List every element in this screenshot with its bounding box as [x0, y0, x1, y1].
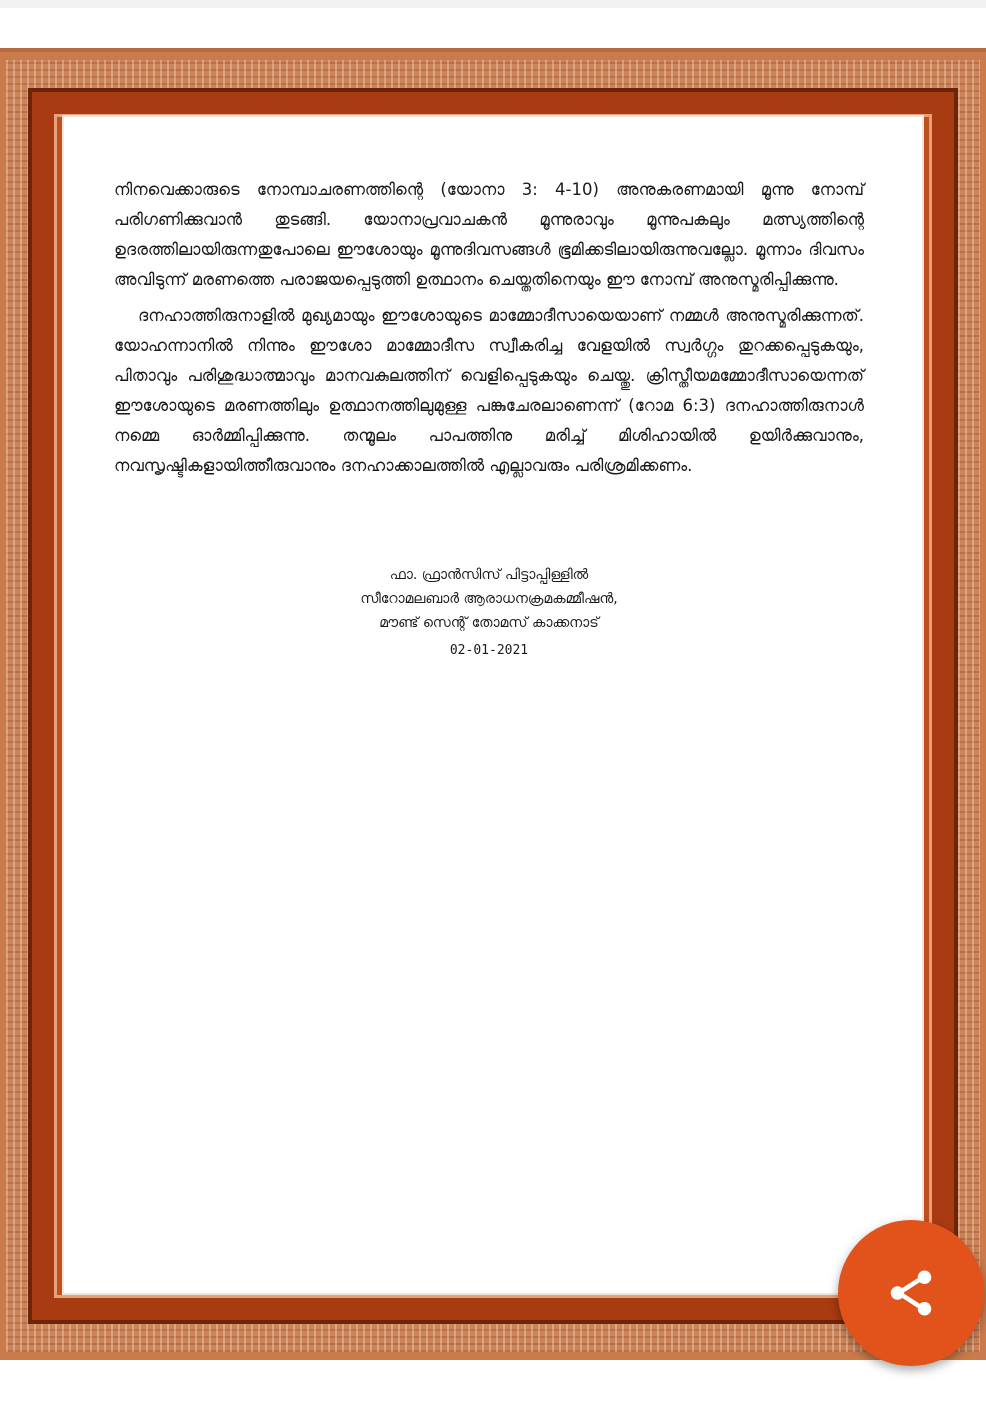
paragraph-1: നിനവെക്കാരുടെ നോമ്പാചരണത്തിന്റെ (യോനാ 3: 4-10) അനുകരണമായി മൂന്നു നോമ്പ് പരിഗണിക്കുവാൻ തുടങ്ങി. യോനാപ്രവാചകൻ മൂന്നുരാവും മൂന്നുപകലും മത്സ്യത്തിന്റെ ഉദരത്തിലായിരുന്നതുപോലെ ഈശോയും മൂന്നുദിവസങ്ങൾ ഭൂമിക്കടിലായിരുന്നുവല്ലോ. മൂന്നാം ദിവസം അവിടുന്ന് മരണത്തെ പരാജയപ്പെടുത്തി ഉത്ഥാനം ചെയ്തതിനെയും ഈ നോമ്പ് അനുസ്മരിപ്പിക്കുന്നു. — [114, 180, 864, 289]
share-icon — [884, 1266, 938, 1320]
signature-block — [114, 563, 864, 663]
signature-place: മൗണ്ട് സെന്റ് തോമസ് കാക്കനാട് — [379, 615, 599, 631]
share-button[interactable] — [838, 1220, 984, 1366]
top-strip — [0, 0, 986, 8]
document-page — [62, 115, 924, 1295]
paragraph-2: ദനഹാത്തിരുനാളിൽ മുഖ്യമായും ഈശോയുടെ മാമ്മോദീസായെയാണ് നമ്മൾ അനുസ്മരിക്കുന്നത്. യോഹന്നാനിൽ നിന്നും ഈശോ മാമ്മോദീസ സ്വീകരിച്ച വേളയിൽ സ്വർഗ്ഗം തുറക്കപ്പെടുകയും, പിതാവും പരിശുദ്ധാത്മാവും മാനവകുലത്തിന് വെളിപ്പെടുകയും ചെയ്തു. ക്രിസ്തീയമമ്മോദീസായെന്നത് ഈശോയുടെ മരണത്തിലും ഉത്ഥാനത്തിലുമുള്ള പങ്കുചേരലാണെന്ന് (റോമ 6:3) ദനഹാത്തിരുനാൾ നമ്മെ ഓർമ്മിപ്പിക്കുന്നു. തന്മൂലം പാപത്തിനു മരിച്ച് മിശിഹായിൽ ഉയിർക്കുവാനും, നവസൃഷ്ടികളായിത്തീരുവാനും ദനഹാക്കാലത്തിൽ എല്ലാവരും പരിശ്രമിക്കണം. — [114, 306, 864, 475]
document-body — [114, 175, 864, 487]
signature-date: 02-01-2021 — [449, 643, 529, 658]
signature-name: ഫാ. ഫ്രാൻസിസ് പിട്ടാപ്പിള്ളിൽ — [389, 567, 589, 583]
signature-role: സീറോമലബാർ ആരാധനക്രമകമ്മീഷൻ, — [360, 591, 618, 607]
